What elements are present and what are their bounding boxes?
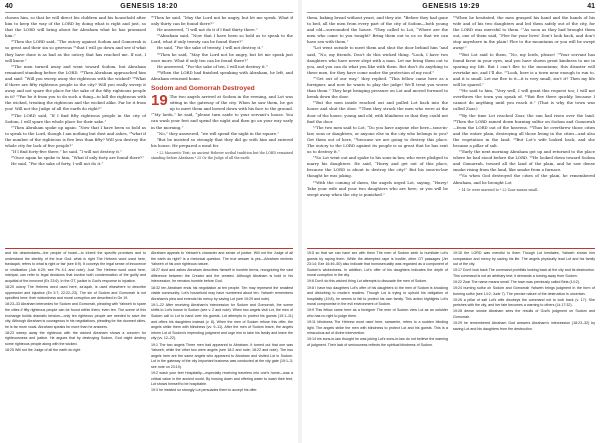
study-note: 18:20 outcry The Hebrew word used here, za’aqah, is used elsewhere to describe oppression and injustice (Ex 3:7; 22:22–23). The sin of Sodom and Gomorrah is not specified here; their wickedness and moral corruption are described in Ge 19. xyxy=(5,285,146,301)
left-scripture-column-2 xyxy=(151,15,293,245)
scripture-paragraph: ³But he insisted so strongly that they did go with him and entered his house. He prepared a meal for xyxy=(151,136,293,148)
left-notes-divider xyxy=(5,248,293,249)
right-scripture-column-1 xyxy=(307,15,448,245)
study-note: 19:8 I have two daughters Lot’s offer of his daughters to the men of Sodom is shocking and disturbing to modern readers. Though Lot is trying to uphold his obligation of hospitality (19:8), he seems to fail to protect his own family. This action highlights Lot’s moral compromise in the evil environment of Sodom. xyxy=(307,285,448,307)
study-note: 19:26 a pillar of salt Lot’s wife disobeys the command not to look back (v. 17). She perishes with the city, and her fate becomes a warning to others (Lk 17:32). xyxy=(453,297,595,308)
study-note: 19:22 Zoar The name means small. The town was previously called Bela (14:2). xyxy=(453,279,580,284)
right-page xyxy=(302,0,600,443)
study-note: 19:3 he insisted so strongly Lot persuades them to accept his offer. xyxy=(151,388,258,393)
scripture-paragraph: ²³By the time Lot reached Zoar, the sun had risen over the land. ²⁴Then the LORD rained down burning sulfur on Sodom and Gomorrah—from the LORD out of the heavens. ²⁵Thus he overthrew those cities and the entire plain, destroying all those living in the cities—and also the vegetation in the land. ²⁶But Lot’s wife looked back, and she became a pillar of salt. xyxy=(453,112,595,148)
study-note: 18:32 ten Abraham ends his negotiation at ten people. Ten may represent the smallest viable community; Lot’s household may have numbered about ten. Yahweh remembers Abraham’s plea and extends his mercy by saving Lot (see 19:29 and note). xyxy=(151,285,293,301)
study-note: 19:2 wash your feet Hospitality—especially receiving travelers into one’s home—was a critical value in the ancient world. By bowing down and offering water to wash their feet, Lot shows himself to be hospitable. xyxy=(151,370,293,387)
study-note: and his descendants—the people of Israel—to inherit the specific promises and to understand the identity of the true God. what is right The Hebrew word used here, tsedaqah, refers to what is right or fair (see 6:9). It conveys the legal sense of innocence or vindication (Job 6:29; see Ps 4:1 and note). Just The Hebrew word used here, mishpat, can refer to legal decisions that involve both condemnation of the guilty and acquittal of the innocent (Ex 23:6). In the OT, justice is God’s response to injustice. xyxy=(5,251,146,283)
scripture-paragraph: ¹⁴So Lot went out and spoke to his sons-in-law, who were pledged to marry his daughters. He said, “Hurry and get out of this place, because the LORD is about to destroy the city!” But his sons-in-law thought he was joking. xyxy=(307,155,448,179)
scripture-paragraph: ²¹He said to him, “Very well, I will grant this request too; I will not overthrow the town you speak of. ²²But flee there quickly, because I cannot do anything until you reach it.” (That is why the town was called Zoar.) xyxy=(453,88,595,112)
study-note: 18:23 sweep away the righteous with the wicked Abraham shows a concern for righteousness and justice. He argues that by destroying Sodom, God might destroy some righteous people along with the wicked. xyxy=(5,330,146,346)
study-note: 19:17 Don’t look back The command prohibits looking back at the city and its destruction. This command is not an arbitrary test; it demands a turning away from Sodom. xyxy=(453,268,595,278)
right-study-notes-column-1 xyxy=(307,251,448,441)
scripture-paragraph: ³⁰Then he said, “May the Lord not be angry, but let me speak. What if only thirty can be found there?” xyxy=(151,15,293,27)
left-study-notes-column-1 xyxy=(5,251,146,441)
chapter-number: 19 xyxy=(151,92,168,110)
left-study-notes-column-2 xyxy=(151,251,293,441)
scripture-paragraph: ⁶Lot went outside to meet them and shut the door behind him ⁷and said, “No, my friends. Don’t do this wicked thing. ⁸Look, I have two daughters who have never slept with a man. Let me bring them out to you, and you can do what you like with them. But don’t do anything to these men, for they have come under the protection of my roof.” xyxy=(307,45,448,75)
study-note: 19:11 blindness The Hebrew word used here, sanwerim, refers to a sudden blinding light. The angels strike the men with blindness to protect Lot and his guests. This is a miraculous act of divine intervention. xyxy=(307,320,448,336)
right-study-notes-column-2 xyxy=(453,251,595,441)
scripture-paragraph: ²⁹Once again he spoke to him, “What if only forty are found there?” xyxy=(11,155,145,161)
study-note: 19:1 The two angels Three men had appeared to Abraham. It turned out that one was Yahweh, while the other two were angels (see 18:2 and note; 18:22 and note). The two angels here are the same angels who appeared to Abraham and visited Lot in Sodom. Lot in the gateway of the city Important business was conducted at the city gate (19:1–3; see note on 23:10). xyxy=(151,342,293,369)
scripture-paragraph: ²⁹So when God destroyed the cities of the plain, he remembered Abraham, and he brought Lot xyxy=(453,173,595,185)
scripture-paragraph: ²⁷Early the next morning Abraham got up and returned to the place where he had stood before the LORD. ²⁸He looked down toward Sodom and Gomorrah, toward all the land of the plain, and he saw dense smoke rising from the land, like smoke from a furnace. xyxy=(453,149,595,173)
left-running-title: GENESIS 18:20 xyxy=(120,3,178,10)
right-header-rule xyxy=(307,12,595,13)
study-note: 19:16 the LORD was merciful to them Though Lot hesitates, Yahweh shows him compassion and mercy by saving his life. The angels physically lead Lot and his family out of the city. xyxy=(453,251,595,267)
left-page-number: 40 xyxy=(5,3,13,10)
scripture-paragraph: He answered, “For the sake of ten, I will not destroy it.” xyxy=(157,63,268,69)
scripture-paragraph: He said, “For the sake of forty, I will not do it.” xyxy=(11,161,104,167)
study-note: 18:27 dust and ashes Abraham describes himself in humble terms, recognizing the vast difference between the Creator and the created. Although Abraham is bold in his intercession, he remains humble before God. xyxy=(151,268,293,284)
scripture-paragraph: ³²Then he said, “May the Lord not be angry, but let me speak just once more. What if only ten can be found there?” xyxy=(151,51,293,63)
scripture-paragraph: ²⁶The LORD said, “If I find fifty righteous people in the city of Sodom, I will spare the whole place for their sake.” xyxy=(5,112,146,124)
study-note: Abraham appeals to Yahweh’s character and sense of justice. Will not the Judge of all the earth do right? is a rhetorical question. The true answer is yes—Abraham reminds Yahweh of his own righteous nature. xyxy=(151,251,293,267)
study-note: 19:5 so that we can have sex with them The men of Sodom seek to humiliate Lot’s guests by raping them. While the attempted rape is hostile, other OT passages (Jer 23:14; Eze 16:49–50) also indicate that homosexuality was regarded as a component of Sodom’s wickedness. In addition, Lot’s offer of his daughters indicates the depth of moral corruption in the city. xyxy=(307,251,448,278)
study-note: 19:9 This fellow came here as a foreigner The men of Sodom view Lot as an outsider who has no right to judge them. xyxy=(307,308,448,319)
scripture-paragraph: ²⁷Then Abraham spoke up again: “Now that I have been so bold as to speak to the Lord, though I am nothing but dust and ashes, ²⁸what if the number of the righteous is five less than fifty? Will you destroy the whole city for lack of five people?” xyxy=(5,124,146,148)
chapter-opening-text: The two angels arrived at Sodom in the evening, and Lot was sitting in the gateway of the city. When he saw them, he got up to meet them and bowed down with his face to the ground. ²“My lords,” he said, “please turn aside to your servant’s house. You can wash your feet and spend the night and then go on your way early in the morning.” xyxy=(151,94,293,130)
scripture-paragraph: ¹⁶When he hesitated, the men grasped his hand and the hands of his wife and of his two daughters and led them safely out of the city, for the LORD was merciful to them. ¹⁷As soon as they had brought them out, one of them said, “Flee for your lives! Don’t look back, and don’t stop anywhere in the plain! Flee to the mountains or you will be swept away!” xyxy=(453,15,595,51)
scripture-paragraph: “If I find forty-five there,” he said, “I will not destroy it.” xyxy=(11,149,123,155)
scripture-paragraph: ¹⁵With the coming of dawn, the angels urged Lot, saying, “Hurry! Take your wife and your two daughters who are here, or you will be swept away when the city is punished.” xyxy=(307,179,448,197)
left-header-rule xyxy=(5,12,293,13)
study-note: 19:1–22 After receiving Abraham’s intercession for Sodom and Gomorrah, the scene shifts to Lot’s house in Sodom (see v. 2 and note). When two angels visit Lot, the men of Sodom call to Lot to hand over his guests. Lot attempts to protect his guests (19:1–11) and offers his daughters instead (v. 8). When the men of Sodom refuse this offer, the angels strike them with blindness (vv. 9–11). After the men of Sodom leave, the angels inform Lot of Sodom’s impending judgment and urge him to take his family and leave the city (vv. 12–22). xyxy=(151,302,293,341)
study-note: 19:24 burning sulfur on Sodom and Gomorrah Yahweh brings judgment in the form of burning sulfur (see 14:2; Jude 7). The precise nature of the destruction is uncertain. xyxy=(453,286,595,296)
scripture-paragraph: ³³When the LORD had finished speaking with Abraham, he left, and Abraham returned home. xyxy=(151,69,293,81)
footnotes: ᵃ 22 Masoretic Text; an ancient Hebrew scribal tradition but the LORD remained standing before Abraham ᵇ 25 Or the Judge of all the earth xyxy=(151,150,293,160)
right-page-number: 41 xyxy=(587,3,595,10)
scripture-paragraph: ¹²The two men said to Lot, “Do you have anyone else here—sons-in-law, sons or daughters, or anyone else in the city who belongs to you? Get them out of here, ¹³because we are going to destroy this place. The outcry to the LORD against its people is so great that he has sent us to destroy it.” xyxy=(307,124,448,155)
left-scripture-column-1 xyxy=(5,15,146,245)
right-running-title: GENESIS 19:29 xyxy=(422,3,480,10)
scripture-paragraph: He said, “For the sake of twenty, I will not destroy it.” xyxy=(157,45,264,51)
study-note: 19:28 dense smoke Abraham sees the results of God’s judgment on Sodom and Gomorrah. xyxy=(453,309,595,320)
left-page xyxy=(0,0,298,443)
right-notes-divider xyxy=(307,248,595,249)
study-note: 18:23–33 Abraham intercedes for Sodom and Gomorrah, pleading with Yahweh to spare the cities if fifty righteous people can be found within them; even ten. The scene of this exchange builds dramatic tension—only ten righteous people are needed to save the city. Although Abraham is courageous in his negotiations, pleading for the doomed cities, he is far more vocal. Abraham speaks for more than he answers. xyxy=(5,302,146,329)
scripture-paragraph: chosen him, so that he will direct his children and his household after him to keep the way of the LORD by doing what is right and just, so that the LORD will bring about for Abraham what he has promised him.” xyxy=(5,15,146,39)
section-heading: Sodom and Gomorrah Destroyed xyxy=(151,85,255,93)
study-note: 19:29 he remembered Abraham God answers Abraham’s intercession (18:23–32) by saving Lot and his daughters from the destruction. xyxy=(453,321,595,331)
scripture-paragraph: ²²The men turned away and went toward Sodom, but Abraham remained standing before the LORD. ²³Then Abraham approached him and said: “Will you sweep away the righteous with the wicked? ²⁴What if there are fifty righteous people in the city? Will you really sweep it away and not spare the place for the sake of the fifty righteous people in it? ²⁵Far be it from you to do such a thing—to kill the righteous with the wicked, treating the righteous and the wicked alike. Far be it from you! Will not the Judge of all the earth do right?” xyxy=(5,63,146,112)
scripture-paragraph: He answered, “I will not do it if I find thirty there.” xyxy=(157,27,258,33)
study-note: 18:25 Will not the Judge of all the earth do right xyxy=(5,348,81,353)
scripture-paragraph: ³¹Abraham said, “Now that I have been so bold as to speak to the Lord, what if only twenty can be found there?” xyxy=(151,33,293,45)
scripture-paragraph: ⁹“Get out of our way,” they replied. “This fellow came here as a foreigner, and now he wants to play the judge! We’ll treat you worse than them.” They kept bringing pressure on Lot and moved forward to break down the door. xyxy=(307,75,448,100)
scripture-paragraph: them, baking bread without yeast, and they ate. ⁴Before they had gone to bed, all the men from every part of the city of Sodom—both young and old—surrounded the house. ⁵They called to Lot, “Where are the men who came to you tonight? Bring them out to us so that we can have sex with them.” xyxy=(307,15,448,45)
chapter-opening-paragraph xyxy=(151,94,293,131)
scripture-paragraph: ²⁰Then the LORD said, “The outcry against Sodom and Gomorrah is so great and their sin so grievous ²¹that I will go down and see if what they have done is as bad as the outcry that has reached me. If not, I will know.” xyxy=(5,39,146,63)
right-scripture-column-2 xyxy=(453,15,595,245)
study-note: 19:6 Don’t do this wicked thing Lot attempts to dissuade the men of Sodom. xyxy=(307,279,428,284)
scripture-paragraph: ¹⁰But the men inside reached out and pulled Lot back into the house and shut the door. ¹¹Then they struck the men who were at the door of the house, young and old, with blindness so that they could not find the door. xyxy=(307,100,448,124)
footnotes: ᵃ 14 Or were married to ᵇ 22 Zoar means small. xyxy=(459,187,539,192)
scripture-paragraph: ¹⁸But Lot said to them, “No, my lords, please! ¹⁹Your servant has found favor in your eyes, and you have shown great kindness to me in sparing my life. But I can’t flee to the mountains; this disaster will overtake me, and I’ll die. ²⁰Look, here is a town near enough to run to, and it is small. Let me flee to it—it is very small, isn’t it? Then my life will be spared.” xyxy=(453,51,595,88)
study-note: 19:14 his sons-in-law thought he was joking Lot’s sons-in-law do not believe the warning of judgment. Their lack of seriousness reflects the spiritual blindness of Sodom. xyxy=(307,337,448,347)
scripture-paragraph: “No,” they answered, “we will spend the night in the square.” xyxy=(157,130,280,136)
